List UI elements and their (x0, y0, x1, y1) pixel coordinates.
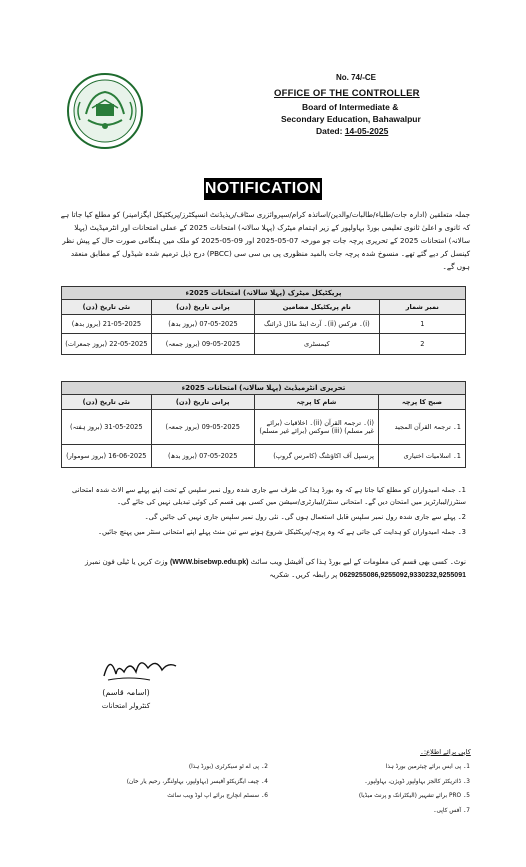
dated-label: Dated: (316, 126, 343, 136)
column-header: پرانی تاریخ (دن) (151, 395, 254, 410)
copy-item: 4۔ چیف ایگزیکٹو آفیسر (بہاولپور، بہاولنگر، رحیم یار خان) (126, 778, 268, 785)
serial-cell: 1 (379, 315, 465, 334)
column-header: نئی تاریخ (دن) (62, 395, 152, 410)
copy-item: 3۔ ڈائریکٹر کالجز بہاولپور ڈویژن، بہاولپور۔ (364, 778, 470, 785)
matric-practical-schedule-table (61, 286, 466, 355)
new-date-cell: 31-05-2025 (بروز ہفتہ) (62, 410, 152, 445)
table-row (62, 315, 466, 334)
board-name-line2: Secondary Education, Bahawalpur (281, 114, 421, 124)
copy-list-right (262, 760, 470, 818)
contact-note-middle: وزٹ کریں یا ٹیلی فون نمبرز (85, 558, 168, 566)
copy-item: 6۔ سسٹم انچارج برائے اپ لوڈ ویب سائٹ (167, 793, 268, 799)
signatory-name: (اسامہ قاسم) (102, 688, 150, 697)
table-row (62, 334, 466, 355)
office-title: OFFICE OF THE CONTROLLER (274, 88, 420, 99)
notification-title: NOTIFICATION (204, 178, 322, 200)
column-header: نئی تاریخ (دن) (62, 300, 152, 315)
copy-item: 7۔ آفس کاپی۔ (433, 807, 470, 814)
new-date-cell: 21-05-2025 (بروز بدھ) (62, 315, 152, 334)
column-header: شام کا پرچہ (254, 395, 378, 410)
board-logo (66, 72, 144, 150)
intermediate-written-schedule-table (61, 381, 466, 468)
board-name-line1: Board of Intermediate & (302, 102, 399, 112)
signatory-title: کنٹرولر امتحانات (101, 702, 151, 710)
old-date-cell: 07-05-2025 (بروز بدھ) (151, 445, 254, 468)
copy-item: 1۔ پی ایس برائے چیئرمین بورڈ ہذا (385, 764, 470, 770)
column-header: صبح کا پرچہ (378, 395, 465, 410)
old-date-cell: 07-05-2025 (بروز بدھ) (151, 315, 254, 334)
copy-list-left (92, 760, 268, 804)
serial-cell: 2 (379, 334, 465, 355)
copy-item: 2۔ پی اے ٹو سیکرٹری (بورڈ ہذا) (188, 764, 268, 770)
column-header: نمبر شمار (379, 300, 465, 315)
morning-paper-cell: 1۔ ترجمۃ القرآن المجید (378, 410, 465, 445)
note-item: 1۔ جملہ امیدواران کو مطلع کیا جاتا ہے کہ وہ بورڈ ہذا کی طرف سے جاری شدہ رول نمبر سلپس کے تحت اپنے پہلے سے الاٹ شدہ امتحانی سنٹرز/لیبارٹریز میں امتحان دیں گے۔ امتحانی سنٹر/لیبارٹری/سیشن میں کسی بھی قسم کی کوئی تبدیلی نہیں کی جائے گی۔ (72, 486, 466, 506)
note-item: 3۔ جملہ امیدواران کو ہدایت کی جاتی ہے کہ وہ پرچہ/پریکٹیکل شروع ہونے سے تین منٹ پہلے اپنے امتحانی سنٹر میں پہنچ جائیں۔ (98, 528, 466, 536)
new-date-cell: 22-05-2025 (بروز جمعرات) (62, 334, 152, 355)
contact-note-prefix: نوٹ۔ کسی بھی قسم کی معلومات کے لیے بورڈ ہذا کی آفیشل ویب سائٹ (250, 558, 466, 566)
dated-line (316, 126, 388, 136)
old-date-cell: 09-05-2025 (بروز جمعہ) (151, 410, 254, 445)
table-title: پریکٹیکل میٹرک (پہلا سالانہ) امتحانات 2025ء (62, 287, 466, 300)
contact-note-suffix: پر رابطہ کریں۔ شکریہ (269, 571, 338, 579)
old-date-cell: 09-05-2025 (بروز جمعہ) (151, 334, 254, 355)
evening-paper-cell: پرنسپل آف اکاؤنٹنگ (کامرس گروپ) (254, 445, 378, 468)
column-header: نام پریکٹیکل مضامین (255, 300, 379, 315)
note-item: 2۔ پہلے سے جاری شدہ رول نمبر سلپس قابل استعمال ہوں گی۔ نئی رول نمبر سلپس جاری نہیں کی جائیں گی۔ (144, 513, 466, 521)
table-title: تحریری انٹرمیڈیٹ (پہلا سالانہ) امتحانات 2025ء (62, 382, 466, 395)
contact-note (56, 556, 466, 582)
copy-to-heading: کاپی برائے اطلاع:۔ (420, 748, 471, 756)
notification-number: No. 74/-CE (336, 73, 377, 82)
column-header: پرانی تاریخ (دن) (151, 300, 254, 315)
table-row (62, 410, 466, 445)
morning-paper-cell: 1۔ اسلامیات اختیاری (378, 445, 465, 468)
subject-cell: کیمسٹری (255, 334, 379, 355)
intro-paragraph: جملہ متعلقین (ادارہ جات/طلباء/طالبات/والدین/اساتذہ کرام/سپروائزری سٹاف/ریذیڈنٹ انسپکٹرز/پریکٹیکل ایگزامینر) کو مطلع کیا جاتا ہے کہ ثانوی و اعلیٰ ثانوی تعلیمی بورڈ بہاولپور کے زیر اہتمام میٹرک (پہلا سالانہ) امتحانات 2025 کے عملی امتحانات اور انٹرمیڈیٹ (پہلا سالانہ) امتحانات 2025 کے تحریری پرچہ جات جو مورخہ 07-05-2025 اور 09-05-2025 کو ملک میں ہنگامی صورت حال کے پیش نظر کینسل کر دیے گئے تھے۔ منسوخ شدہ پرچہ جات بالمید منظوری پی بی سی سی (PBCC) درج ذیل ترمیم شدہ شیڈول کے مطابق منعقد ہوں گے۔ (60, 210, 470, 271)
new-date-cell: 16-06-2025 (بروز سوموار) (62, 445, 152, 468)
phone-numbers: 0629255086,9255092,9330232,9255091 (339, 572, 466, 579)
handwritten-signature (100, 650, 180, 686)
dated-value: 14-05-2025 (344, 126, 389, 136)
website-link[interactable]: (WWW.bisebwp.edu.pk) (169, 559, 249, 566)
evening-paper-cell: (i)۔ ترجمۃ القرآن (ii)۔ اخلاقیات (برائے غیر مسلم) (iii) سوکس (برائے غیر مسلم) (254, 410, 378, 445)
copy-item: 5۔ PRO برائے تشہیر (الیکٹرانک و پرنٹ میڈیا) (358, 793, 470, 799)
subject-cell: (i)۔ فزکس (ii)۔ آرٹ اینڈ ماڈل ڈرائنگ (255, 315, 379, 334)
table-row (62, 445, 466, 468)
